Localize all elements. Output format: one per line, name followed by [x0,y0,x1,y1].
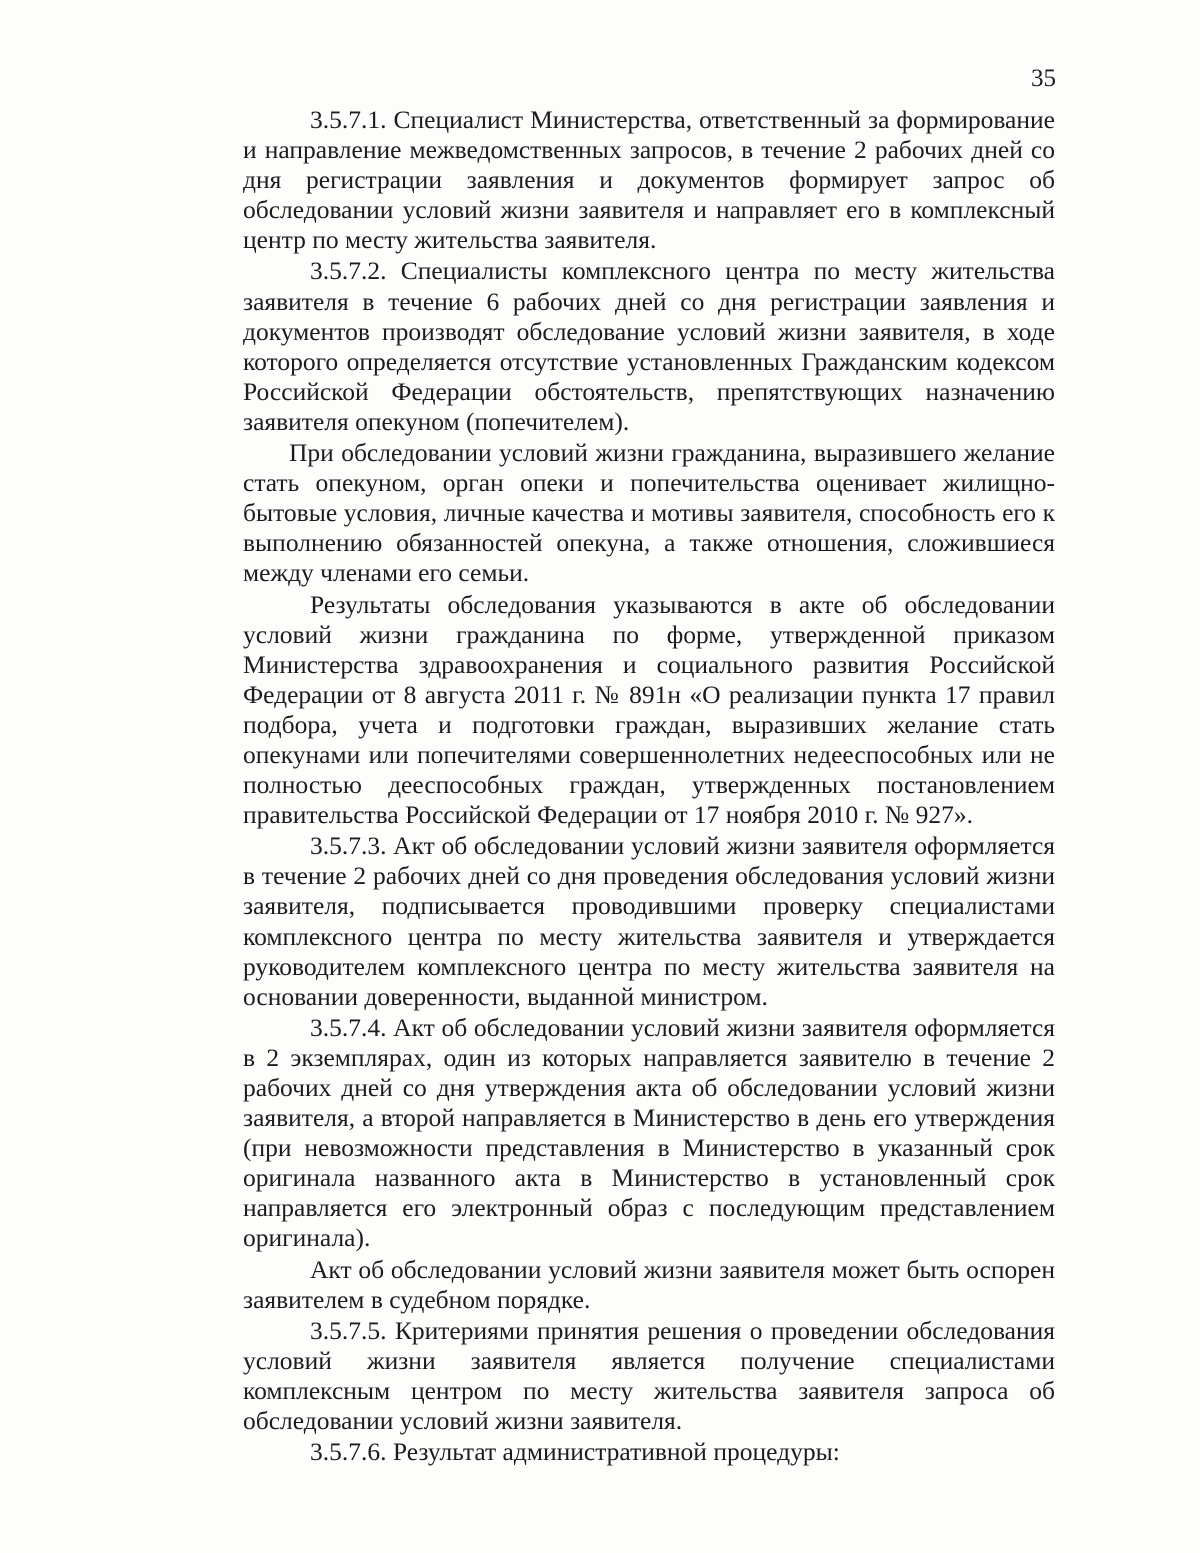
paragraph-3-5-7-6: 3.5.7.6. Результат административной процедуры: [310,1437,840,1467]
paragraph-3-5-7-4: 3.5.7.4. Акт об обследовании условий жизни заявителя оформляется в 2 экземплярах, один из которых направляется заявителю в течение 2 рабочих дней со дня утверждения акта об обследовании условий жизни заявителя, а второй направляется в Министерство в день его утверждения (при невозможности представления в Министерство в указанный срок оригинала названного акта в Министерство в установленный срок направляется его электронный образ с последующим представлением оригинала). [243,1012,1055,1253]
paragraph-survey-results: Результаты обследования указываются в акте об обследовании условий жизни гражданина по форме, утвержденной приказом Министерства здравоохранения и социального развития Российской Федерации от 8 августа 2011 г. № 891н «О реализации пункта 17 правил подбора, учета и подготовки граждан, выразивших желание стать опекунами или попечителями совершеннолетних недееспособных или не полностью дееспособных граждан, утвержденных постановлением правительства Российской Федерации от 17 ноября 2010 г. № 927». [243,589,1055,830]
paragraph-3-5-7-5: 3.5.7.5. Критериями принятия решения о проведении обследования условий жизни заявителя является получение специалистами комплексным центром по месту жительства заявителя запроса об обследовании условий жизни заявителя. [243,1315,1055,1436]
paragraph-3-5-7-3: 3.5.7.3. Акт об обследовании условий жизни заявителя оформляется в течение 2 рабочих дней со дня проведения обследования условий жизни заявителя, подписывается проводившими проверку специалистами комплексного центра по месту жительства заявителя и утверждается руководителем комплексного центра по месту жительства заявителя на основании доверенности, выданной министром. [243,831,1055,1011]
page-number: 35 [1031,65,1056,92]
paragraph-3-5-7-2: 3.5.7.2. Специалисты комплексного центра по месту жительства заявителя в течение 6 рабочих дней со дня регистрации заявления и документов производят обследование условий жизни заявителя, в ходе которого определяется отсутствие установленных Гражданским кодексом Российской Федерации обстоятельств, препятствующих назначению заявителя опекуном (попечителем). [243,256,1055,436]
document-body [243,105,1055,1467]
paragraph-3-5-7-1: 3.5.7.1. Специалист Министерства, ответственный за формирование и направление межведомственных запросов, в течение 2 рабочих дней со дня регистрации заявления и документов формирует запрос об обследовании условий жизни заявителя и направляет его в комплексный центр по месту жительства заявителя. [243,105,1055,255]
paragraph-appeal: Акт об обследовании условий жизни заявителя может быть оспорен заявителем в судебном порядке. [243,1254,1055,1314]
paragraph-survey-evaluation: При обследовании условий жизни гражданина, выразившего желание стать опекуном, орган опеки и попечительства оценивает жилищно-бытовые условия, личные качества и мотивы заявителя, способность его к выполнению обязанностей опекуна, а также отношения, сложившиеся между членами его семьи. [243,438,1055,588]
